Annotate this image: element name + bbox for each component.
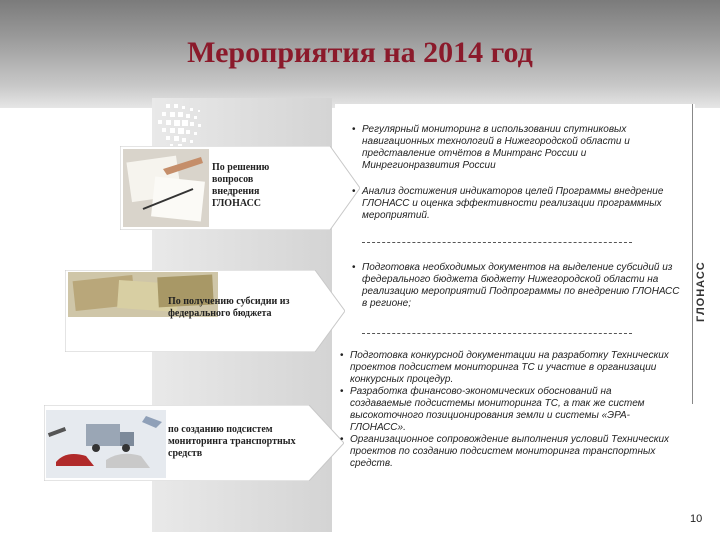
documents-photo [123, 149, 209, 227]
page-title: Мероприятия на 2014 год [187, 36, 533, 69]
glonass-side-label: ГЛОНАСС [695, 261, 707, 322]
card-subsidy-label: По получению субсидии из федерального бюджета [168, 296, 290, 319]
card-monitoring-label: по созданию подсистем мониторинга транспортных средств [168, 424, 296, 459]
bullet-group-1 [350, 124, 668, 222]
vehicles-photo [46, 410, 166, 478]
separator-line [362, 333, 632, 334]
bullet-item: • Разработка финансово-экономических обоснований на создаваемые подсистемы мониторинга ТС, а так же систем высокоточного позиционирования земли и системы «ЭРА-ГЛОНАСС». [338, 386, 674, 434]
bullet-group-2 [350, 262, 680, 310]
bullet-item: • Подготовка конкурсной документации на разработку Технических проектов подсистем мониторинга ТС и участие в организации конкурсных процедур. [338, 350, 674, 386]
separator-line [362, 242, 632, 243]
card-decision-label: По решению вопросов внедрения ГЛОНАСС [212, 162, 270, 209]
bullet-item: • Подготовка необходимых документов на выделение субсидий из федерального бюджета бюджету Нижегородской области на реализацию мероприятий Подпрограммы по внедрению ГЛОНАСС в регионе; [350, 262, 680, 310]
bullet-item: • Регулярный мониторинг в использовании спутниковых навигационных технологий в Нижегородской области и представление отчётов в Минтранс России и Минрегионразвития России [350, 124, 668, 172]
bullet-item: • Анализ достижения индикаторов целей Программы внедрение ГЛОНАСС и оценка эффективности реализации программных мероприятий. [350, 186, 668, 222]
bullet-item: • Организационное сопровождение выполнения условий Технических проектов по созданию подсистем мониторинга транспортных средств. [338, 434, 674, 470]
page-number: 10 [690, 513, 703, 525]
bullet-group-3 [338, 350, 674, 470]
